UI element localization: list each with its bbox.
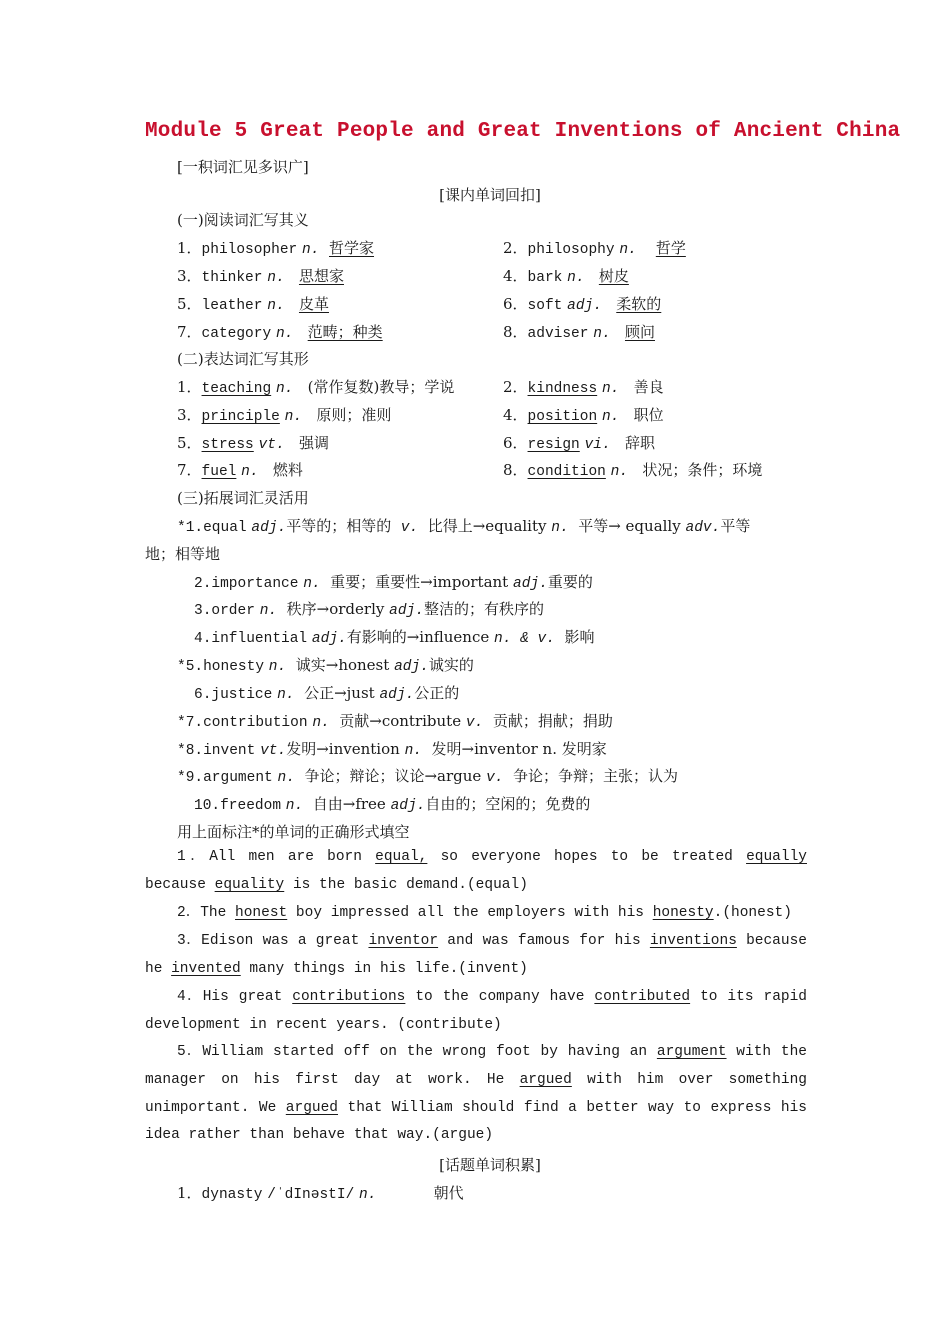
part1-item: 3．thinker n. 思想家 <box>177 267 344 286</box>
part3-item: *5.honesty n. 诚实→honest adj.诚实的 <box>177 656 474 675</box>
part3-item: *9.argument n. 争论；辩论；议论→argue v. 争论；争辩；主张；认为 <box>177 767 679 786</box>
exercise-4: 4．His great contributions to the company have contributed to its rapid development in recent years. (contribute) <box>145 989 807 1033</box>
section-heading-vocab: [一积词汇见多识广] <box>177 158 309 176</box>
section-heading-class-words: [课内单词回扣] <box>439 186 541 204</box>
part3-heading: (三)拓展词汇灵活用 <box>177 489 309 507</box>
exercise-3: 3．Edison was a great inventor and was famous for his inventions because he invented many things in his life.(invent) <box>145 933 807 977</box>
exercise-5: 5．William started off on the wrong foot by having an argument with the manager on his first day at work. He argued with him over something unimportant. We argued that William should find a better way to express his idea rather than behave that way.(argue) <box>145 1044 807 1144</box>
part1-item: 8．adviser n. 顾问 <box>503 323 655 342</box>
part3-item: 6.justice n. 公正→just adj.公正的 <box>194 684 460 703</box>
part2-item: 1．teaching n. (常作复数)教导；学说 <box>177 378 455 397</box>
part2-heading: (二)表达词汇写其形 <box>177 350 309 368</box>
part2-item: 7．fuel n. 燃料 <box>177 461 303 480</box>
part1-item: 4．bark n. 树皮 <box>503 267 629 286</box>
part2-item: 8．condition n. 状况；条件；环境 <box>503 461 763 480</box>
exercise-1: 1．All men are born equal, so everyone hopes to be treated equally because equality is the basic demand.(equal) <box>145 849 807 893</box>
part3-item-1-cont: 地；相等地 <box>145 545 221 563</box>
part2-item: 5．stress vt. 强调 <box>177 434 329 453</box>
part3-item: 3.order n. 秩序→orderly adj.整洁的；有秩序的 <box>194 600 544 619</box>
part1-item: 6．soft adj. 柔软的 <box>503 295 662 314</box>
part3-item: 2.importance n. 重要；重要性→important adj.重要的 <box>194 573 593 592</box>
part1-item: 7．category n. 范畴；种类 <box>177 323 383 342</box>
part1-item: 1．philosopher n. 哲学家 <box>177 239 375 258</box>
topic-word-item: 1．dynasty /ˈdInəstI/ n. 朝代 <box>177 1184 464 1203</box>
part3-item-1: *1.equal adj.平等的；相等的 v. 比得上→equality n. 平等→ equally adv.平等 <box>177 517 751 536</box>
fill-blank-heading: 用上面标注*的单词的正确形式填空 <box>177 823 410 841</box>
part2-item: 2．kindness n. 善良 <box>503 378 664 397</box>
page-title: Module 5 Great People and Great Inventions of Ancient China <box>145 120 901 143</box>
exercise-2: 2．The honest boy impressed all the employers with his honesty.(honest) <box>177 905 792 921</box>
part2-item: 4．position n. 职位 <box>503 406 664 425</box>
part1-item: 5．leather n. 皮革 <box>177 295 329 314</box>
part3-item: *8.invent vt.发明→invention n. 发明→inventor n. 发明家 <box>177 740 607 759</box>
part1-item: 2．philosophy n. 哲学 <box>503 239 686 258</box>
part3-item: *7.contribution n. 贡献→contribute v. 贡献；捐献；捐助 <box>177 712 613 731</box>
part1-heading: (一)阅读词汇写其义 <box>177 211 309 229</box>
part2-item: 6．resign vi. 辞职 <box>503 434 655 453</box>
part2-item: 3．principle n. 原则；准则 <box>177 406 392 425</box>
part3-item: 10.freedom n. 自由→free adj.自由的；空闲的；免费的 <box>194 795 591 814</box>
section-heading-topic-words: [话题单词积累] <box>439 1156 541 1174</box>
part3-item: 4.influential adj.有影响的→influence n. & v. 影响 <box>194 628 595 647</box>
